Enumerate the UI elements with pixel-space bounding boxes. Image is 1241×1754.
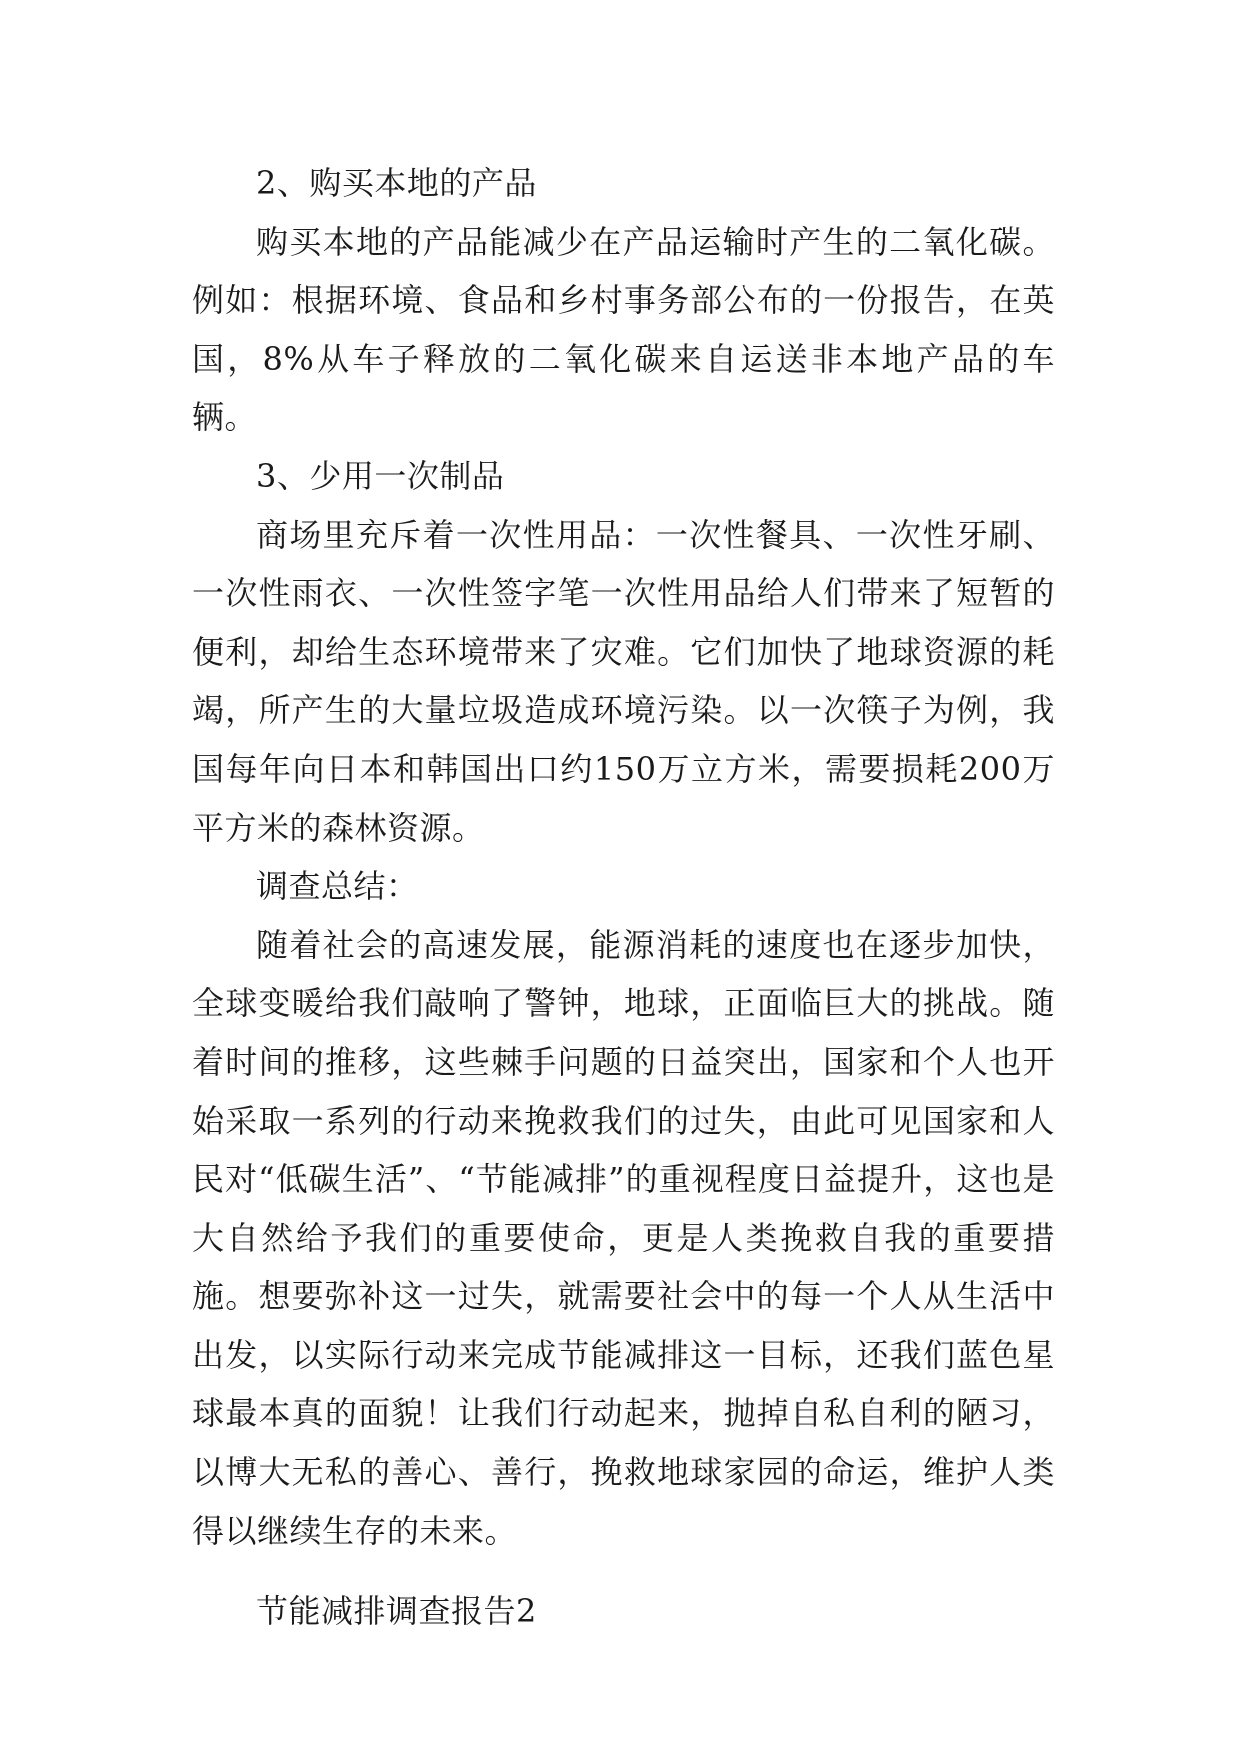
section-heading-summary: 调查总结： [256, 867, 419, 906]
paragraph-disposables: 商场里充斥着一次性用品：一次性餐具、一次性牙刷、一次性雨衣、一次性签字笔一次性用品给人们带来了短暂的便利，却给生态环境带来了灾难。它们加快了地球资源的耗竭，所产生的大量垃圾造成环境污染。以一次筷子为例，我国每年向日本和韩国出口约150万立方米，需要损耗200万平方米的森林资源。 [192, 515, 1055, 847]
paragraph-summary: 随着社会的高速发展，能源消耗的速度也在逐步加快，全球变暖给我们敲响了警钟，地球，正面临巨大的挑战。随着时间的推移，这些棘手问题的日益突出，国家和个人也开始采取一系列的行动来挽救我们的过失，由此可见国家和人民对“低碳生活”、“节能减排”的重视程度日益提升，这也是大自然给予我们的重要使命，更是人类挽救自我的重要措施。想要弥补这一过失，就需要社会中的每一个人从生活中出发，以实际行动来完成节能减排这一目标，还我们蓝色星球最本真的面貌！让我们行动起来，抛掉自私自利的陋习，以博大无私的善心、善行，挽救地球家园的命运，维护人类得以继续生存的未来。 [192, 925, 1055, 1550]
section-heading-disposables: 3、少用一次制品 [256, 456, 505, 495]
paragraph-buy-local: 购买本地的产品能减少在产品运输时产生的二氧化碳。例如：根据环境、食品和乡村事务部公布的一份报告，在英国，8%从车子释放的二氧化碳来自运送非本地产品的车辆。 [192, 222, 1055, 437]
report-title-2: 节能减排调查报告2 [256, 1592, 537, 1631]
document-body [192, 154, 1055, 1641]
section-heading-buy-local: 2、购买本地的产品 [256, 164, 537, 202]
